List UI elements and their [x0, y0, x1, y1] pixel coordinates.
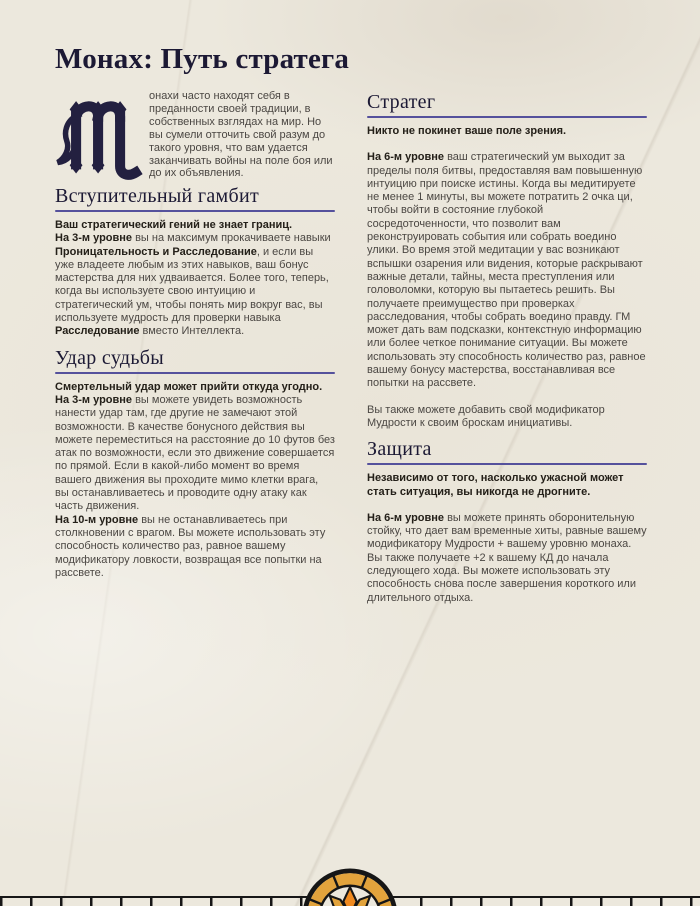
page-title: Монах: Путь стратега: [55, 43, 350, 75]
feature-paragraph: На 10-м уровне вы не останавливаетесь при столкновении с врагом. Вы можете использовать эту способность количество раз, равное вашему модификатору ловкости, возвращая все попытки на рассвете.: [55, 513, 326, 579]
section-divider: [367, 116, 647, 118]
feature-section: [55, 186, 335, 339]
feature-paragraph: На 6-м уровне вы можете принять оборонительную стойку, что дает вам временные хиты, равные вашему модификатору Мудрости + вашему уровню монаха. Вы также получаете +2 к вашему КД до начала следующего хода. Вы можете использовать эту способность снова после завершения короткого или длительного отдыха.: [367, 511, 647, 604]
feature-paragraph: На 6-м уровне ваш стратегический ум выходит за пределы поля битвы, предоставляя вам повышенную интуицию при поиске истины. Когда вы медитируете не менее 1 минуты, вы можете потратить 2 очка ци, чтобы войти в состояние глубокой сосредоточенности, что позволит вам реконструировать события или собрать воедино улики. Во время этой медитации у вас возникают вспышки озарения или видения, которые раскрывают важные детали, тайны, места преступления или головоломки, которую вы пытаетесь решить. Вы получаете преимущество при проверках расследования, чтобы собрать воедино правду. ГМ может дать вам подсказки, контекстную информацию или более четкое понимание ситуации. Вы можете использовать эту способность количество раз, равное вашему бонусу мастерства, восстанавливая все попытки на рассвете.: [367, 151, 646, 390]
feature-paragraph: На 3-м уровне вы можете увидеть возможность нанести удар там, где другие не замечают этой возможности. В качестве бонусного действия вы можете переместиться на расстояние до 10 футов без атак по возможности, если это движение совершается по прямой. Если в какой-либо момент во время вашего движения вы проходите мимо клетки врага, вы останавливаетесь и проводите одну атаку как часть движения.: [55, 393, 335, 513]
feature-paragraph: Независимо от того, насколько ужасной может стать ситуация, вы никогда не дрогните.: [367, 472, 624, 498]
feature-section: [367, 439, 647, 605]
feature-paragraph: Ваш стратегический гений не знает границ.: [55, 219, 293, 231]
feature-section: [367, 92, 647, 430]
two-column-layout: [55, 88, 646, 605]
feature-paragraph: На 3-м уровне вы на максимум прокачиваете навыки Проницательность и Расследование, и если вы уже владеете любым из этих навыков, ваш бонус мастерства для них удваивается. Более того, теперь, когда вы используете свою интуицию и стратегический ум, чтобы понять мир вокруг вас, вы используете мудрость для проверки навыка Расследование вместо Интеллекта.: [55, 232, 331, 338]
section-divider: [55, 210, 335, 212]
feature-paragraph: Смертельный удар может прийти откуда угодно.: [55, 380, 323, 393]
right-column: [367, 88, 647, 605]
left-column: [55, 88, 335, 580]
section-heading: Удар судьбы: [55, 346, 164, 369]
feature-paragraph: Вы также можете добавить свой модификатор Мудрости к своим броскам инициативы.: [367, 403, 605, 429]
section-divider: [367, 463, 647, 465]
section-heading: Стратег: [367, 91, 436, 113]
intro-paragraph: онахи часто находят себя в преданности своей традиции, в собственных взглядах на мир. Но вы сумели отточить свой разум до такого уровня, что вам удается заканчивать войны на поле боя или до их объявления.: [149, 90, 333, 180]
feature-section: [55, 348, 335, 580]
section-divider: [55, 372, 335, 374]
section-heading: Защита: [367, 438, 432, 461]
page-content: [55, 44, 646, 605]
intro-block: [55, 88, 335, 182]
feature-paragraph: Никто не покинет ваше поле зрения.: [367, 125, 567, 137]
drop-cap-initial-icon: [55, 88, 143, 182]
stained-glass-rosette-icon: [302, 868, 398, 906]
section-heading: Вступительный гамбит: [55, 185, 260, 207]
